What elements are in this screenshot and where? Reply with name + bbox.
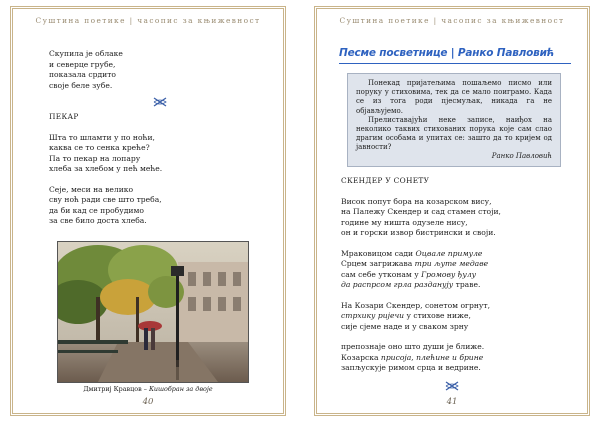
poem-line: хлеба за хлебом у пећ меће. [49, 164, 163, 173]
poem-line: препознаје оно што души је ближе. [341, 342, 485, 351]
poem-line: запљускује римом срца и ведрине. [341, 363, 481, 372]
poem-line: Скупила је облаке [49, 49, 123, 58]
page-number: 41 [446, 397, 458, 407]
poem-line: сву ноћ ради све што треба, [49, 195, 162, 204]
poem-line: сам себе утконам у Громову ђулу [341, 269, 477, 279]
poem-line: Висок попут бора на козарском вису, [341, 196, 492, 206]
caption-author: Дмитриј Кравцов – [83, 385, 149, 393]
poem-line: за све било доста хлеба. [49, 216, 147, 225]
poem-line: каква се то сенка креће? [49, 143, 150, 152]
poem-line: стрхику ријечи у стихове ниже, [341, 311, 471, 320]
poem-line: сије сјеме наде и у сваком зрну [341, 321, 469, 331]
left-page [10, 6, 286, 416]
poem-line: Шта то шламти у по ноћи, [49, 132, 155, 142]
poem-skender [341, 176, 567, 374]
poem-line: своје беле зубе. [49, 80, 113, 90]
poem-pekar [49, 112, 263, 227]
page-number: 40 [142, 397, 154, 407]
poem-line: и северце грубе, [49, 59, 116, 69]
running-head: Суштина поетике | часопис за књижевност [35, 16, 261, 25]
title-rule [339, 63, 571, 64]
poem-line: Па то пекар на лопару [49, 153, 141, 163]
poem-line: Козарска присоја, плећине и брине [341, 352, 484, 362]
poem-line: да распрсом грла разданују траве. [341, 280, 481, 289]
right-page [314, 6, 590, 416]
quote-paragraph: Прелиставајући неке записе, наиђох на неколико таквих стихованих порука које сам слао драгим особама и упитах се: зашто да то кријем од јавности? [356, 115, 552, 152]
quote-signature: Ранко Павловић [491, 151, 552, 160]
poem-line: показала срдито [49, 70, 116, 79]
poem-line: Мраковицом сади Оцвале примуле [341, 248, 483, 258]
poem-line: да би кад се пробудимо [49, 205, 144, 215]
poem-line: Срцем загрижава три љуте медаве [341, 259, 489, 268]
caption-title: Кишобран за двоје [148, 385, 213, 393]
poem-line: он и горски извор бистрински и своји. [341, 228, 496, 237]
quote-paragraph: Понекад пријатељима пошаљемо писмо или поруку у стиховима, тек да се мало поиграмо. Када се из тога роди пјесмуљак, никада га не објављујемо. [356, 79, 552, 115]
poem-line: на Палежу Скендер и сад стамен стоји, [341, 207, 501, 216]
poem-title: СКЕНДЕР У СОНЕТУ [341, 176, 430, 185]
intro-quote-box [347, 73, 561, 167]
poem-line: На Козари Скендер, сонетом огрнут, [341, 300, 491, 310]
painting-image [57, 241, 249, 383]
painting-caption [33, 385, 263, 393]
poem-top-stanza [49, 49, 263, 91]
running-head: Суштина поетике | часопис за књижевност [339, 16, 565, 25]
poem-line: Сеје, меси на велико [49, 184, 134, 194]
section-title: Песме посветнице | Ранко Павловић [339, 47, 555, 59]
poem-title: ПЕКАР [49, 112, 79, 121]
ornament-icon [153, 97, 167, 107]
poem-line: године му ништа одузеле нису, [341, 217, 468, 227]
ornament-icon [445, 381, 459, 391]
